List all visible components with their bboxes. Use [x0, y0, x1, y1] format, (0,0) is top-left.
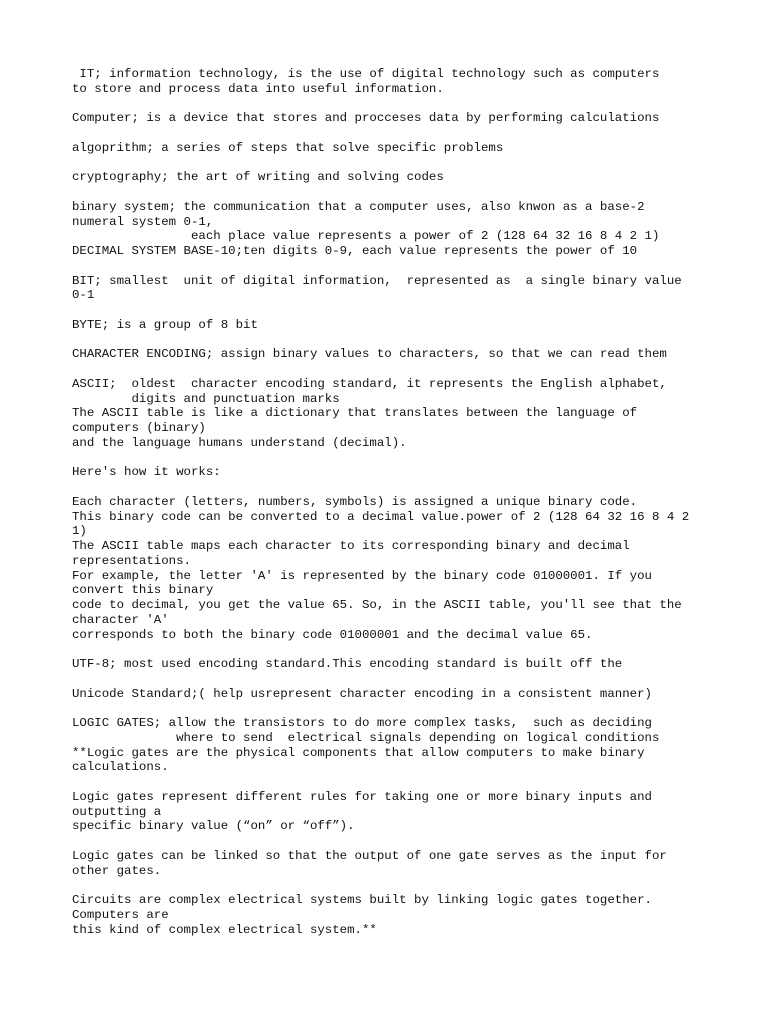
document-body-text: IT; information technology, is the use of digital technology such as computers to store and process data into useful information. Computer; is a device that stores and procceses data by performing calculations algoprithm; a series of steps that solve specific problems cryptography; the art of writing and solving codes binary system; the communication that a computer uses, also knwon as a base-2 numeral system 0-1, each place value represents a power of 2 (128 64 32 16 8 4 2 1) DECIMAL SYSTEM BASE-10;ten digits 0-9, each value represents the power of 10 BIT; smallest unit of digital information, represented as a single binary value 0-1 BYTE; is a group of 8 bit CHARACTER ENCODING; assign binary values to characters, so that we can read them ASCII; oldest character encoding standard, it represents the English alphabet, digits and punctuation marks The ASCII table is like a dictionary that translates between the language of computers (binary) and the language humans understand (decimal). Here's how it works: Each character (letters, numbers, symbols) is assigned a unique binary code. This binary code can be converted to a decimal value.power of 2 (128 64 32 16 8 4 2 1) The ASCII table maps each character to its corresponding binary and decimal representations. For example, the letter 'A' is represented by the binary code 01000001. If you convert this binary code to decimal, you get the value 65. So, in the ASCII table, you'll see that the character 'A' corresponds to both the binary code 01000001 and the decimal value 65. UTF-8; most used encoding standard.This encoding standard is built off the Unicode Standard;( help usrepresent character encoding in a consistent manner) LOGIC GATES; allow the transistors to do more complex tasks, such as deciding where to send electrical signals depending on logical conditions **Logic gates are the physical components that allow computers to make binary calculations. Logic gates represent different rules for taking one or more binary inputs and outputting a specific binary value (“on” or “off”). Logic gates can be linked so that the output of one gate serves as the input for other gates. Circuits are complex electrical systems built by linking logic gates together. Computers are this kind of complex electrical system.** — [72, 67, 690, 937]
